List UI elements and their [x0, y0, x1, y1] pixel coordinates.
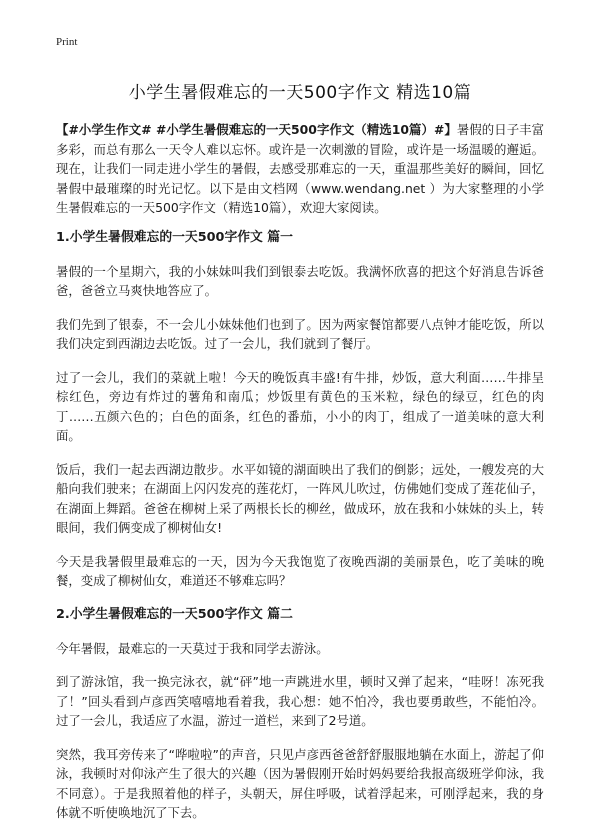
- section-1-paragraph-3: 过了一会儿，我们的菜就上啦！今天的晚饭真丰盛!有牛排，炒饭，意大利面……牛排呈棕红色，旁边有炸过的薯角和南瓜；炒饭里有黄色的玉米粒，绿色的绿豆，红色的肉丁……五颜六色的；白色的面条，红色的番茄，小小的肉丁，组成了一道美味的意大利面。: [56, 369, 544, 443]
- intro-tag: 【#小学生作文# #小学生暑假难忘的一天500字作文（精选10篇）#】: [56, 122, 457, 137]
- section-2-paragraph-2: 到了游泳馆，我一换完泳衣，就“砰”地一声跳进水里，顿时又弹了起来，“哇呀！冻死我了！”回头看到卢彦西笑嘻嘻地看着我，我心想：她不怕冷，我也要勇敢些，不能怕冷。过了一会儿，我适应了水温，游过一道栏，来到了2号道。: [56, 674, 544, 728]
- section-1-paragraph-5: 今天是我暑假里最难忘的一天，因为今天我饱览了夜晚西湖的美丽景色，吃了美味的晚餐，变成了柳树仙女，难道还不够难忘吗？: [56, 553, 544, 588]
- print-label[interactable]: Print: [56, 36, 78, 48]
- section-2-paragraph-3: 突然，我耳旁传来了“哗啦啦”的声音，只见卢彦西爸爸舒舒服服地躺在水面上，游起了仰泳，我顿时对仰泳产生了很大的兴趣（因为暑假刚开始时妈妈要给我报高级班学仰泳，我不同意）。于是我照着他的样子，头朝天，屏住呼吸，试着浮起来，可刚浮起来，我的身体就不听使唤地沉了下去。: [56, 746, 544, 820]
- section-2-paragraph-1: 今年暑假，最难忘的一天莫过于我和同学去游泳。: [56, 640, 329, 656]
- intro-paragraph: [56, 120, 544, 218]
- section-2-heading: 2.小学生暑假难忘的一天500字作文 篇二: [56, 606, 293, 622]
- section-1-paragraph-1: 暑假的一个星期六，我的小妹妹叫我们到银泰去吃饭。我满怀欣喜的把这个好消息告诉爸爸，爸爸立马爽快地答应了。: [56, 263, 544, 298]
- intro-text: 暑假的日子丰富多彩，而总有那么一天令人难以忘怀。或许是一次刺激的冒险，或许是一场温暖的邂逅。现在，让我们一同走进小学生的暑假，去感受那难忘的一天，重温那些美好的瞬间，回忆暑假中最璀璨的时光记忆。以下是由文档网（www.wendang.net ）为大家整理的小学生暑假难忘的一天500字作文（精选10篇），欢迎大家阅读。: [56, 122, 545, 215]
- section-1-paragraph-2: 我们先到了银泰，不一会儿小妹妹他们也到了。因为两家餐馆都要八点钟才能吃饭，所以我们决定到西湖边去吃饭。过了一会儿，我们就到了餐厅。: [56, 316, 544, 351]
- article-body: [56, 120, 544, 837]
- section-1-paragraph-4: 饭后，我们一起去西湖边散步。水平如镜的湖面映出了我们的倒影；远处，一艘发亮的大船向我们驶来；在湖面上闪闪发亮的莲花灯，一阵风儿吹过，仿佛她们变成了莲花仙子，在湖面上舞蹈。爸爸在柳树上采了两根长长的柳丝，做成环，放在我和小妹妹的头上，转眼间，我们俩变成了柳树仙女!: [56, 461, 544, 535]
- section-1-heading: 1.小学生暑假难忘的一天500字作文 篇一: [56, 229, 293, 245]
- page-title: 小学生暑假难忘的一天500字作文 精选10篇: [128, 83, 472, 103]
